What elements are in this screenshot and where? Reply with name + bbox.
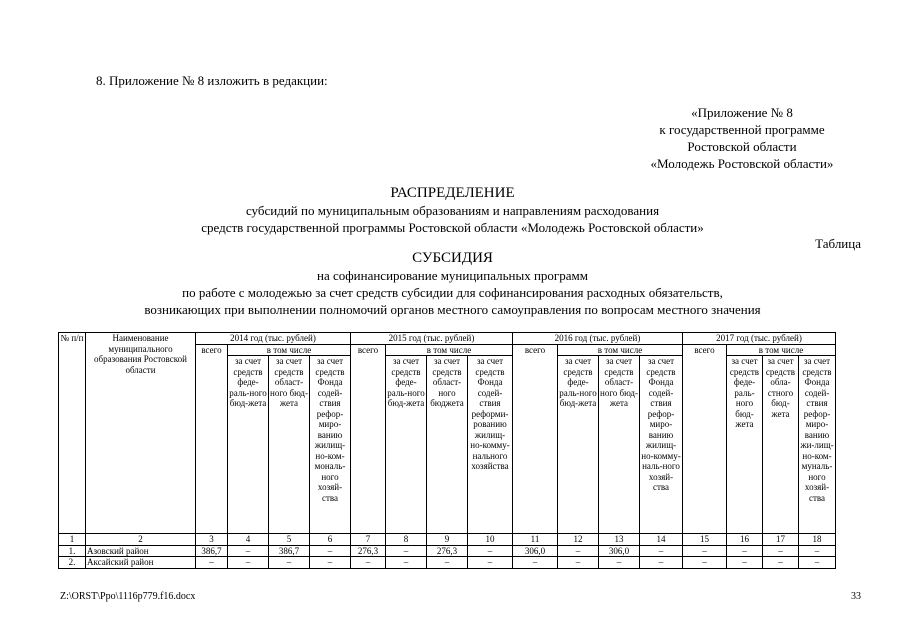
row-name: Аксайский район xyxy=(86,557,196,569)
column-number: 15 xyxy=(683,534,727,546)
column-number: 6 xyxy=(310,534,351,546)
row-number: 1. xyxy=(59,545,86,557)
distribution-heading xyxy=(0,185,905,236)
table-cell: 306,0 xyxy=(599,545,640,557)
header-including: в том числе xyxy=(386,344,513,356)
subsidy-title: СУБСИДИЯ xyxy=(412,250,493,266)
table-cell: – xyxy=(310,557,351,569)
column-number: 9 xyxy=(427,534,468,546)
header-including: в том числе xyxy=(228,344,351,356)
table-row xyxy=(59,557,836,569)
header-total: всего xyxy=(513,344,558,534)
column-number: 5 xyxy=(269,534,310,546)
table-cell: 276,3 xyxy=(351,545,386,557)
column-number: 3 xyxy=(196,534,228,546)
column-number: 16 xyxy=(727,534,763,546)
header-year: 2014 год (тыс. рублей) xyxy=(196,333,351,345)
column-number-row xyxy=(59,534,836,546)
header-number: № п/п xyxy=(59,333,86,534)
header-regional: за счет средств обла-стного бюд-жета xyxy=(763,356,799,534)
header-including: в том числе xyxy=(558,344,683,356)
subsidy-table xyxy=(58,332,836,569)
subsidy-subtitle: на софинансирование муниципальных программ xyxy=(317,268,588,283)
column-number: 18 xyxy=(799,534,836,546)
table-cell: – xyxy=(683,545,727,557)
column-number: 1 xyxy=(59,534,86,546)
table-cell: – xyxy=(196,557,228,569)
appendix-block xyxy=(627,104,857,172)
column-number: 10 xyxy=(468,534,513,546)
distribution-subtitle: субсидий по муниципальным образованиям и направлениям расходования xyxy=(245,203,660,218)
intro-text: 8. Приложение № 8 изложить в редакции: xyxy=(96,73,328,88)
header-including: в том числе xyxy=(727,344,836,356)
column-number: 12 xyxy=(558,534,599,546)
row-number: 2. xyxy=(59,557,86,569)
header-total: всего xyxy=(196,344,228,534)
table-cell: – xyxy=(763,545,799,557)
table-cell: – xyxy=(228,545,269,557)
subsidy-subtitle: по работе с молодежью за счет средств субсидии для софинансирования расходных обязательств, xyxy=(182,285,723,300)
header-fund: за счет средств Фонда содей-ствия рефор-миро-ванию жилищ-но-комму-наль-ного хозяй-ства xyxy=(640,356,683,534)
table-cell: – xyxy=(468,557,513,569)
table-cell: – xyxy=(513,557,558,569)
table-row xyxy=(59,545,836,557)
table-cell: – xyxy=(386,545,427,557)
column-number: 7 xyxy=(351,534,386,546)
table-cell: – xyxy=(799,557,836,569)
header-total: всего xyxy=(351,344,386,534)
header-year: 2016 год (тыс. рублей) xyxy=(513,333,683,345)
table-cell: – xyxy=(468,545,513,557)
table-cell: – xyxy=(427,557,468,569)
header-federal: за счет средств феде-раль-ного бюд-жета xyxy=(386,356,427,534)
header-total: всего xyxy=(683,344,727,534)
table-cell: – xyxy=(599,557,640,569)
table-cell: – xyxy=(269,557,310,569)
appendix-line: «Приложение № 8 xyxy=(691,105,793,120)
column-number: 2 xyxy=(86,534,196,546)
table-cell: – xyxy=(727,557,763,569)
header-federal: за счет средств феде-раль-ного бюд-жета xyxy=(558,356,599,534)
appendix-line: к государственной программе xyxy=(659,122,825,137)
subsidy-subtitle: возникающих при выполнении полномочий органов местного самоуправления по вопросам местного значения xyxy=(144,302,761,317)
header-regional: за счет средств област-ного бюджета xyxy=(427,356,468,534)
table-cell: – xyxy=(640,557,683,569)
table-cell: – xyxy=(351,557,386,569)
table-cell: – xyxy=(799,545,836,557)
header-fund: за счет средств Фонда содей-ствия рефор-миро-ванию жи-лищ-но-ком-муналь-ного хозяй-ства xyxy=(799,356,836,534)
table-cell: – xyxy=(763,557,799,569)
table-cell: – xyxy=(228,557,269,569)
table-cell: – xyxy=(558,557,599,569)
file-path: Z:\ORST\Ppo\1116p779.f16.docx xyxy=(60,591,196,602)
column-number: 8 xyxy=(386,534,427,546)
header-federal: за счет средств феде-раль-ного бюд-жета xyxy=(228,356,269,534)
column-number: 14 xyxy=(640,534,683,546)
header-year: 2015 год (тыс. рублей) xyxy=(351,333,513,345)
column-number: 17 xyxy=(763,534,799,546)
header-year: 2017 год (тыс. рублей) xyxy=(683,333,836,345)
distribution-title: РАСПРЕДЕЛЕНИЕ xyxy=(390,185,515,201)
table-cell: – xyxy=(683,557,727,569)
header-regional: за счет средств област-ного бюд-жета xyxy=(269,356,310,534)
header-fund: за счет средств Фонда содей-ствия реформи-рованию жилищ-но-комму-нального хозяйства xyxy=(468,356,513,534)
column-number: 13 xyxy=(599,534,640,546)
header-regional: за счет средств област-ного бюд-жета xyxy=(599,356,640,534)
table-cell: 386,7 xyxy=(269,545,310,557)
header-federal: за счет средств феде-раль-ного бюд-жета xyxy=(727,356,763,534)
appendix-line: Ростовской области xyxy=(687,139,797,154)
column-number: 4 xyxy=(228,534,269,546)
table-cell: – xyxy=(727,545,763,557)
appendix-line: «Молодежь Ростовской области» xyxy=(650,156,834,171)
table-cell: 276,3 xyxy=(427,545,468,557)
table-cell: 306,0 xyxy=(513,545,558,557)
table-cell: – xyxy=(558,545,599,557)
header-fund: за счет средств Фонда содей-ствия рефор-миро-ванию жилищ-но-ком-мональ-ного хозяй-ства xyxy=(310,356,351,534)
column-number: 11 xyxy=(513,534,558,546)
table-cell: – xyxy=(386,557,427,569)
table-cell: 386,7 xyxy=(196,545,228,557)
page-number: 33 xyxy=(851,591,861,602)
distribution-subtitle: средств государственной программы Ростовской области «Молодежь Ростовской области» xyxy=(201,220,704,235)
table-cell: – xyxy=(310,545,351,557)
subsidy-heading xyxy=(0,250,905,318)
header-name: Наименование муниципального образования Ростовской области xyxy=(86,333,196,534)
header-row xyxy=(59,333,836,345)
row-name: Азовский район xyxy=(86,545,196,557)
table-label: Таблица xyxy=(815,236,861,251)
table-cell: – xyxy=(640,545,683,557)
